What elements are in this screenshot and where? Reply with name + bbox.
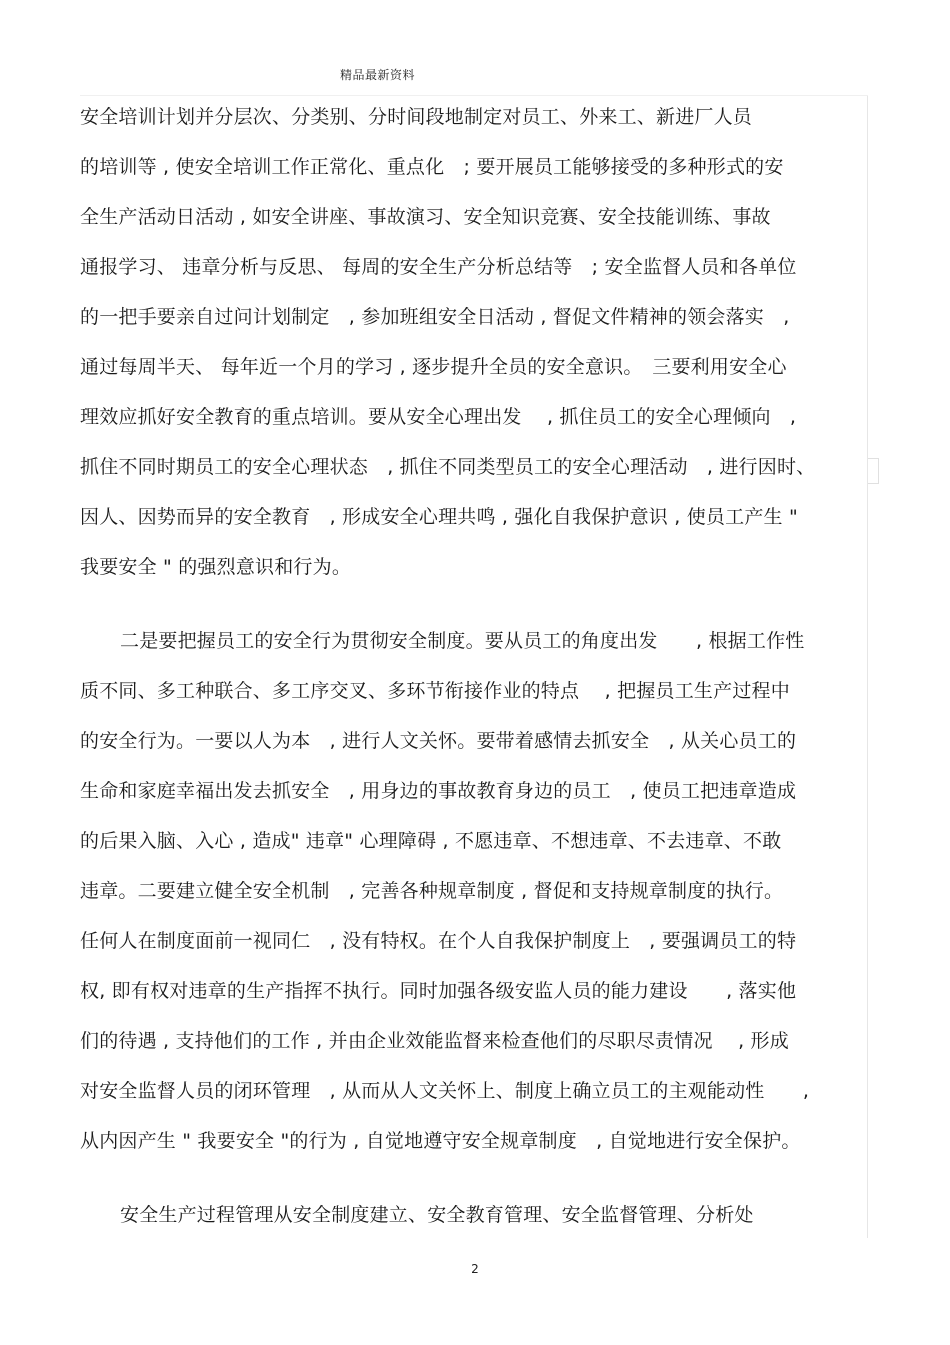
text-line: 抓住不同时期员工的安全心理状态 , 抓住不同类型员工的安全心理活动 , 进行因时、 (80, 456, 816, 478)
text-line: 的一把手要亲自过问计划制定 , 参加班组安全日活动 , 督促文件精神的领会落实 , (80, 306, 790, 328)
text-line: 权, 即有权对违章的生产指挥不执行。同时加强各级安监人员的能力建设 , 落实他 (80, 980, 797, 1002)
text-line: 的培训等 , 使安全培训工作正常化、重点化 ; 要开展员工能够接受的多种形式的安 (80, 156, 784, 178)
text-line: 任何人在制度面前一视同仁 , 没有特权。在个人自我保护制度上 , 要强调员工的特 (80, 930, 797, 952)
text-line: 全生产活动日活动 , 如安全讲座、事故演习、安全知识竞赛、安全技能训练、事故 (80, 206, 771, 228)
page-header: 精品最新资料 (340, 68, 416, 82)
text-line: 通过每周半天、 每年近一个月的学习 , 逐步提升全员的安全意识。 三要利用安全心 (80, 356, 787, 378)
frame-top-border (80, 95, 868, 96)
text-line: 的安全行为。一要以人为本 , 进行人文关怀。要带着感情去抓安全 , 从关心员工的 (80, 730, 797, 752)
text-line: 我要安全 " 的强烈意识和行为。 (80, 556, 352, 578)
text-line: 因人、因势而异的安全教育 , 形成安全心理共鸣 , 强化自我保护意识 , 使员工产生 " (80, 506, 798, 528)
text-line: 违章。二要建立健全安全机制 , 完善各种规章制度 , 督促和支持规章制度的执行。 (80, 880, 784, 902)
text-line: 理效应抓好安全教育的重点培训。要从安全心理出发 , 抓住员工的安全心理倾向 , (80, 406, 797, 428)
text-line: 生命和家庭幸福出发去抓安全 , 用身边的事故教育身边的员工 , 使员工把违章造成 (80, 780, 797, 802)
text-line: 们的待遇 , 支持他们的工作 , 并由企业效能监督来检查他们的尽职尽责情况 , 形成 (80, 1030, 789, 1052)
text-line: 的后果入脑、入心 , 造成" 违章" 心理障碍 , 不愿违章、不想违章、不去违章、不敢 (80, 830, 782, 852)
text-line: 对安全监督人员的闭环管理 , 从而从人文关怀上、制度上确立员工的主观能动性 , (80, 1080, 810, 1102)
paragraph-start-line: 安全生产过程管理从安全制度建立、安全教育管理、安全监督管理、分析处 (120, 1204, 754, 1226)
text-line: 质不同、多工种联合、多工序交叉、多环节衔接作业的特点 , 把握员工生产过程中 (80, 680, 790, 702)
paragraph-start-line: 二是要把握员工的安全行为贯彻安全制度。要从员工的角度出发 , 根据工作性 (120, 630, 805, 652)
text-line: 安全培训计划并分层次、分类别、分时间段地制定对员工、外来工、新进厂人员 (80, 106, 753, 128)
text-line: 通报学习、 违章分析与反思、 每周的安全生产分析总结等 ; 安全监督人员和各单位 (80, 256, 797, 278)
page-number: 2 (471, 1262, 479, 1276)
text-line: 从内因产生 " 我要安全 "的行为 , 自觉地遵守安全规章制度 , 自觉地进行安全保护。 (80, 1130, 801, 1152)
